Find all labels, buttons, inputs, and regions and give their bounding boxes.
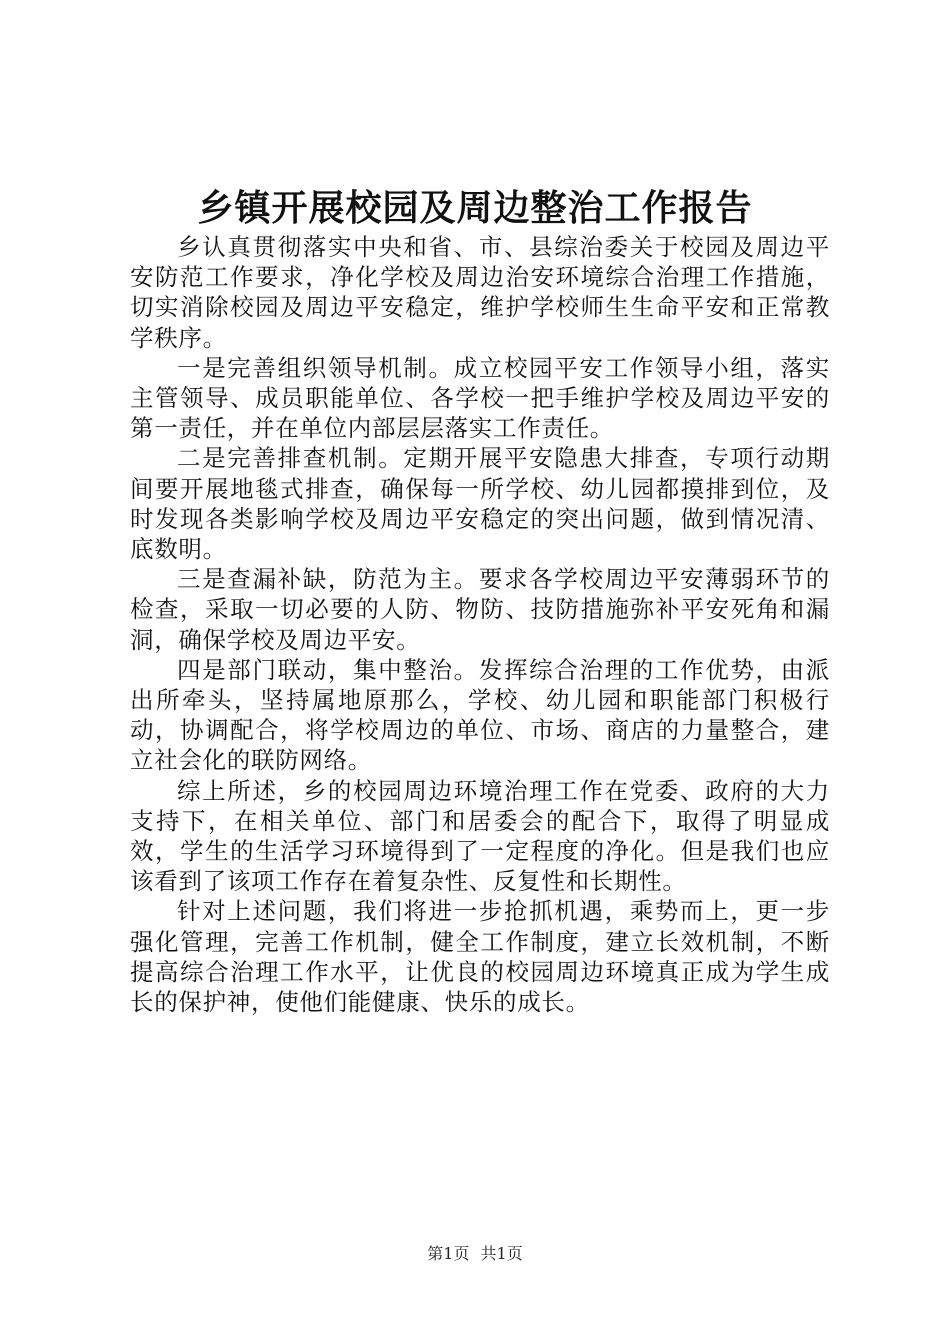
paragraph-point-1: 一是完善组织领导机制。成立校园平安工作领导小组，落实主管领导、成员职能单位、各学校一把手维护学校及周边平安的第一责任，并在单位内部层层落实工作责任。 (130, 353, 830, 443)
paragraph-point-4: 四是部门联动，集中整治。发挥综合治理的工作优势，由派出所牵头，坚持属地原那么，学校、幼儿园和职能部门积极行动，协调配合，将学校周边的单位、市场、商店的力量整合，建立社会化的联防网络。 (130, 655, 830, 775)
paragraph-intro: 乡认真贯彻落实中央和省、市、县综治委关于校园及周边平安防范工作要求，净化学校及周边治安环境综合治理工作措施，切实消除校园及周边平安稳定，维护学校师生生命平安和正常教学秩序。 (130, 233, 830, 352)
page-count: 共1页 (480, 1244, 523, 1263)
paragraph-point-3: 三是查漏补缺，防范为主。要求各学校周边平安薄弱环节的检查，采取一切必要的人防、物防、技防措施弥补平安死角和漏洞，确保学校及周边平安。 (130, 565, 830, 654)
paragraph-point-2: 二是完善排查机制。定期开展平安隐患大排查，专项行动期间要开展地毯式排查，确保每一所学校、幼儿园都摸排到位，及时发现各类影响学校及周边平安稳定的突出问题，做到情况清、底数明。 (130, 444, 830, 564)
document-title: 乡镇开展校园及周边整治工作报告 (197, 187, 753, 229)
page-number: 第1页 (427, 1244, 470, 1263)
document-body (130, 232, 830, 1017)
paragraph-conclusion: 针对上述问题，我们将进一步抢抓机遇，乘势而上，更一步强化管理，完善工作机制，健全工作制度，建立长效机制，不断提高综合治理工作水平，让优良的校园周边环境真正成为学生成长的保护神，使他们能健康、快乐的成长。 (130, 897, 830, 1017)
page-footer (0, 1244, 950, 1264)
paragraph-summary: 综上所述，乡的校园周边环境治理工作在党委、政府的大力支持下，在相关单位、部门和居委会的配合下，取得了明显成效，学生的生活学习环境得到了一定程度的净化。但是我们也应该看到了该项工作存在着复杂性、反复性和长期性。 (130, 776, 830, 896)
